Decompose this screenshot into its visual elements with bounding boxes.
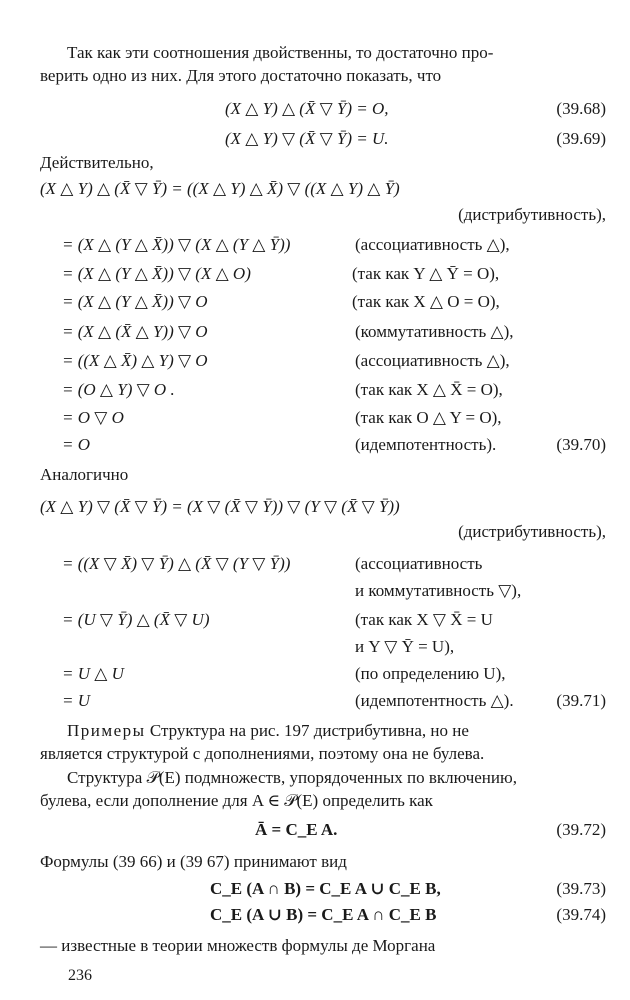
- closing-line: — известные в теории множеств формулы де Моргана: [40, 936, 436, 955]
- derivation-2-reason-2b: и Y ▽ Ȳ = U),: [355, 637, 455, 656]
- equation-number-39-68: (39.68): [556, 99, 606, 118]
- derivation-1-step-3: = (X △ (Y △ X̄)) ▽ O: [62, 292, 208, 311]
- examples-line-2: является структурой с дополнениями, поэтому она не булева.: [40, 744, 485, 763]
- derivation-2-step-4: = U: [62, 691, 90, 710]
- intro-line-2: верить одно из них. Для этого достаточно показать, что: [40, 66, 442, 85]
- derivation-2-reason-3: (по определению U),: [355, 664, 506, 683]
- derivation-1-reason-8: (идемпотентность).: [355, 435, 497, 454]
- examples-lead: Примеры: [67, 721, 146, 740]
- derivation-1-head: (X △ Y) △ (X̄ ▽ Ȳ) = ((X △ Y) △ X̄) ▽ ((X △ Y) △ Ȳ): [40, 179, 400, 198]
- equation-number-39-70: (39.70): [556, 435, 606, 454]
- indeed-label: Действительно,: [40, 153, 154, 172]
- derivation-2-reason-1: (ассоциативность: [355, 554, 483, 573]
- derivation-1-reason-3: (так как X △ O = O),: [352, 292, 500, 311]
- derivation-2-step-2: = (U ▽ Ȳ) △ (X̄ ▽ U): [62, 610, 210, 629]
- equation-39-69: (X △ Y) ▽ (X̄ ▽ Ȳ) = U.: [225, 129, 389, 148]
- derivation-1-step-5: = ((X △ X̄) △ Y) ▽ O: [62, 351, 208, 370]
- equation-39-74: C_E (A ∪ B) = C_E A ∩ C_E B: [210, 905, 437, 924]
- derivation-1-reason-2: (так как Y △ Ȳ = O),: [352, 264, 500, 283]
- derivation-1-head-reason: (дистрибутивность),: [458, 205, 606, 224]
- equation-number-39-74: (39.74): [556, 905, 606, 924]
- formulas-intro: Формулы (39 66) и (39 67) принимают вид: [40, 852, 347, 871]
- derivation-2-reason-4: (идемпотентность △).: [355, 691, 514, 710]
- examples-line-4: булева, если дополнение для A ∈ 𝒫(E) определить как: [40, 791, 433, 810]
- derivation-1-reason-6: (так как X △ X̄ = O),: [355, 380, 503, 399]
- equation-number-39-72: (39.72): [556, 820, 606, 839]
- derivation-1-step-6: = (O △ Y) ▽ O .: [62, 380, 175, 399]
- derivation-2-reason-2: (так как X ▽ X̄ = U: [355, 610, 493, 629]
- examples-line-3: Структура 𝒫(E) подмножеств, упорядоченных по включению,: [67, 768, 517, 787]
- derivation-1-step-4: = (X △ (X̄ △ Y)) ▽ O: [62, 322, 208, 341]
- derivation-2-head-reason: (дистрибутивность),: [458, 522, 606, 541]
- equation-39-72: Ā = C_E A.: [255, 820, 338, 839]
- derivation-1-step-8: = O: [62, 435, 90, 454]
- equation-39-73: C_E (A ∩ B) = C_E A ∪ C_E B,: [210, 879, 441, 898]
- page-number: 236: [68, 967, 92, 984]
- derivation-1-reason-1: (ассоциативность △),: [355, 235, 510, 254]
- derivation-2-step-1: = ((X ▽ X̄) ▽ Ȳ) △ (X̄ ▽ (Y ▽ Ȳ)): [62, 554, 291, 573]
- derivation-1-reason-5: (ассоциативность △),: [355, 351, 510, 370]
- derivation-1-step-7: = O ▽ O: [62, 408, 124, 427]
- equation-number-39-69: (39.69): [556, 129, 606, 148]
- derivation-1-step-1: = (X △ (Y △ X̄)) ▽ (X △ (Y △ Ȳ)): [62, 235, 291, 254]
- derivation-1-step-2: = (X △ (Y △ X̄)) ▽ (X △ O): [62, 264, 251, 283]
- intro-line-1: Так как эти соотношения двойственны, то достаточно про-: [67, 43, 494, 62]
- derivation-1-reason-7: (так как O △ Y = O),: [355, 408, 502, 427]
- equation-39-68: (X △ Y) △ (X̄ ▽ Ȳ) = O,: [225, 99, 389, 118]
- equation-number-39-71: (39.71): [556, 691, 606, 710]
- examples-line-1-rest: Структура на рис. 197 дистрибутивна, но не: [149, 721, 469, 740]
- derivation-2-head: (X △ Y) ▽ (X̄ ▽ Ȳ) = (X ▽ (X̄ ▽ Ȳ)) ▽ (Y ▽ (X̄ ▽ Ȳ)): [40, 497, 400, 516]
- derivation-2-reason-1b: и коммутативность ▽),: [355, 581, 522, 600]
- similarly-label: Аналогично: [40, 465, 129, 484]
- examples-line-1: [67, 722, 469, 739]
- derivation-1-reason-4: (коммутативность △),: [355, 322, 514, 341]
- derivation-2-step-3: = U △ U: [62, 664, 124, 683]
- equation-number-39-73: (39.73): [556, 879, 606, 898]
